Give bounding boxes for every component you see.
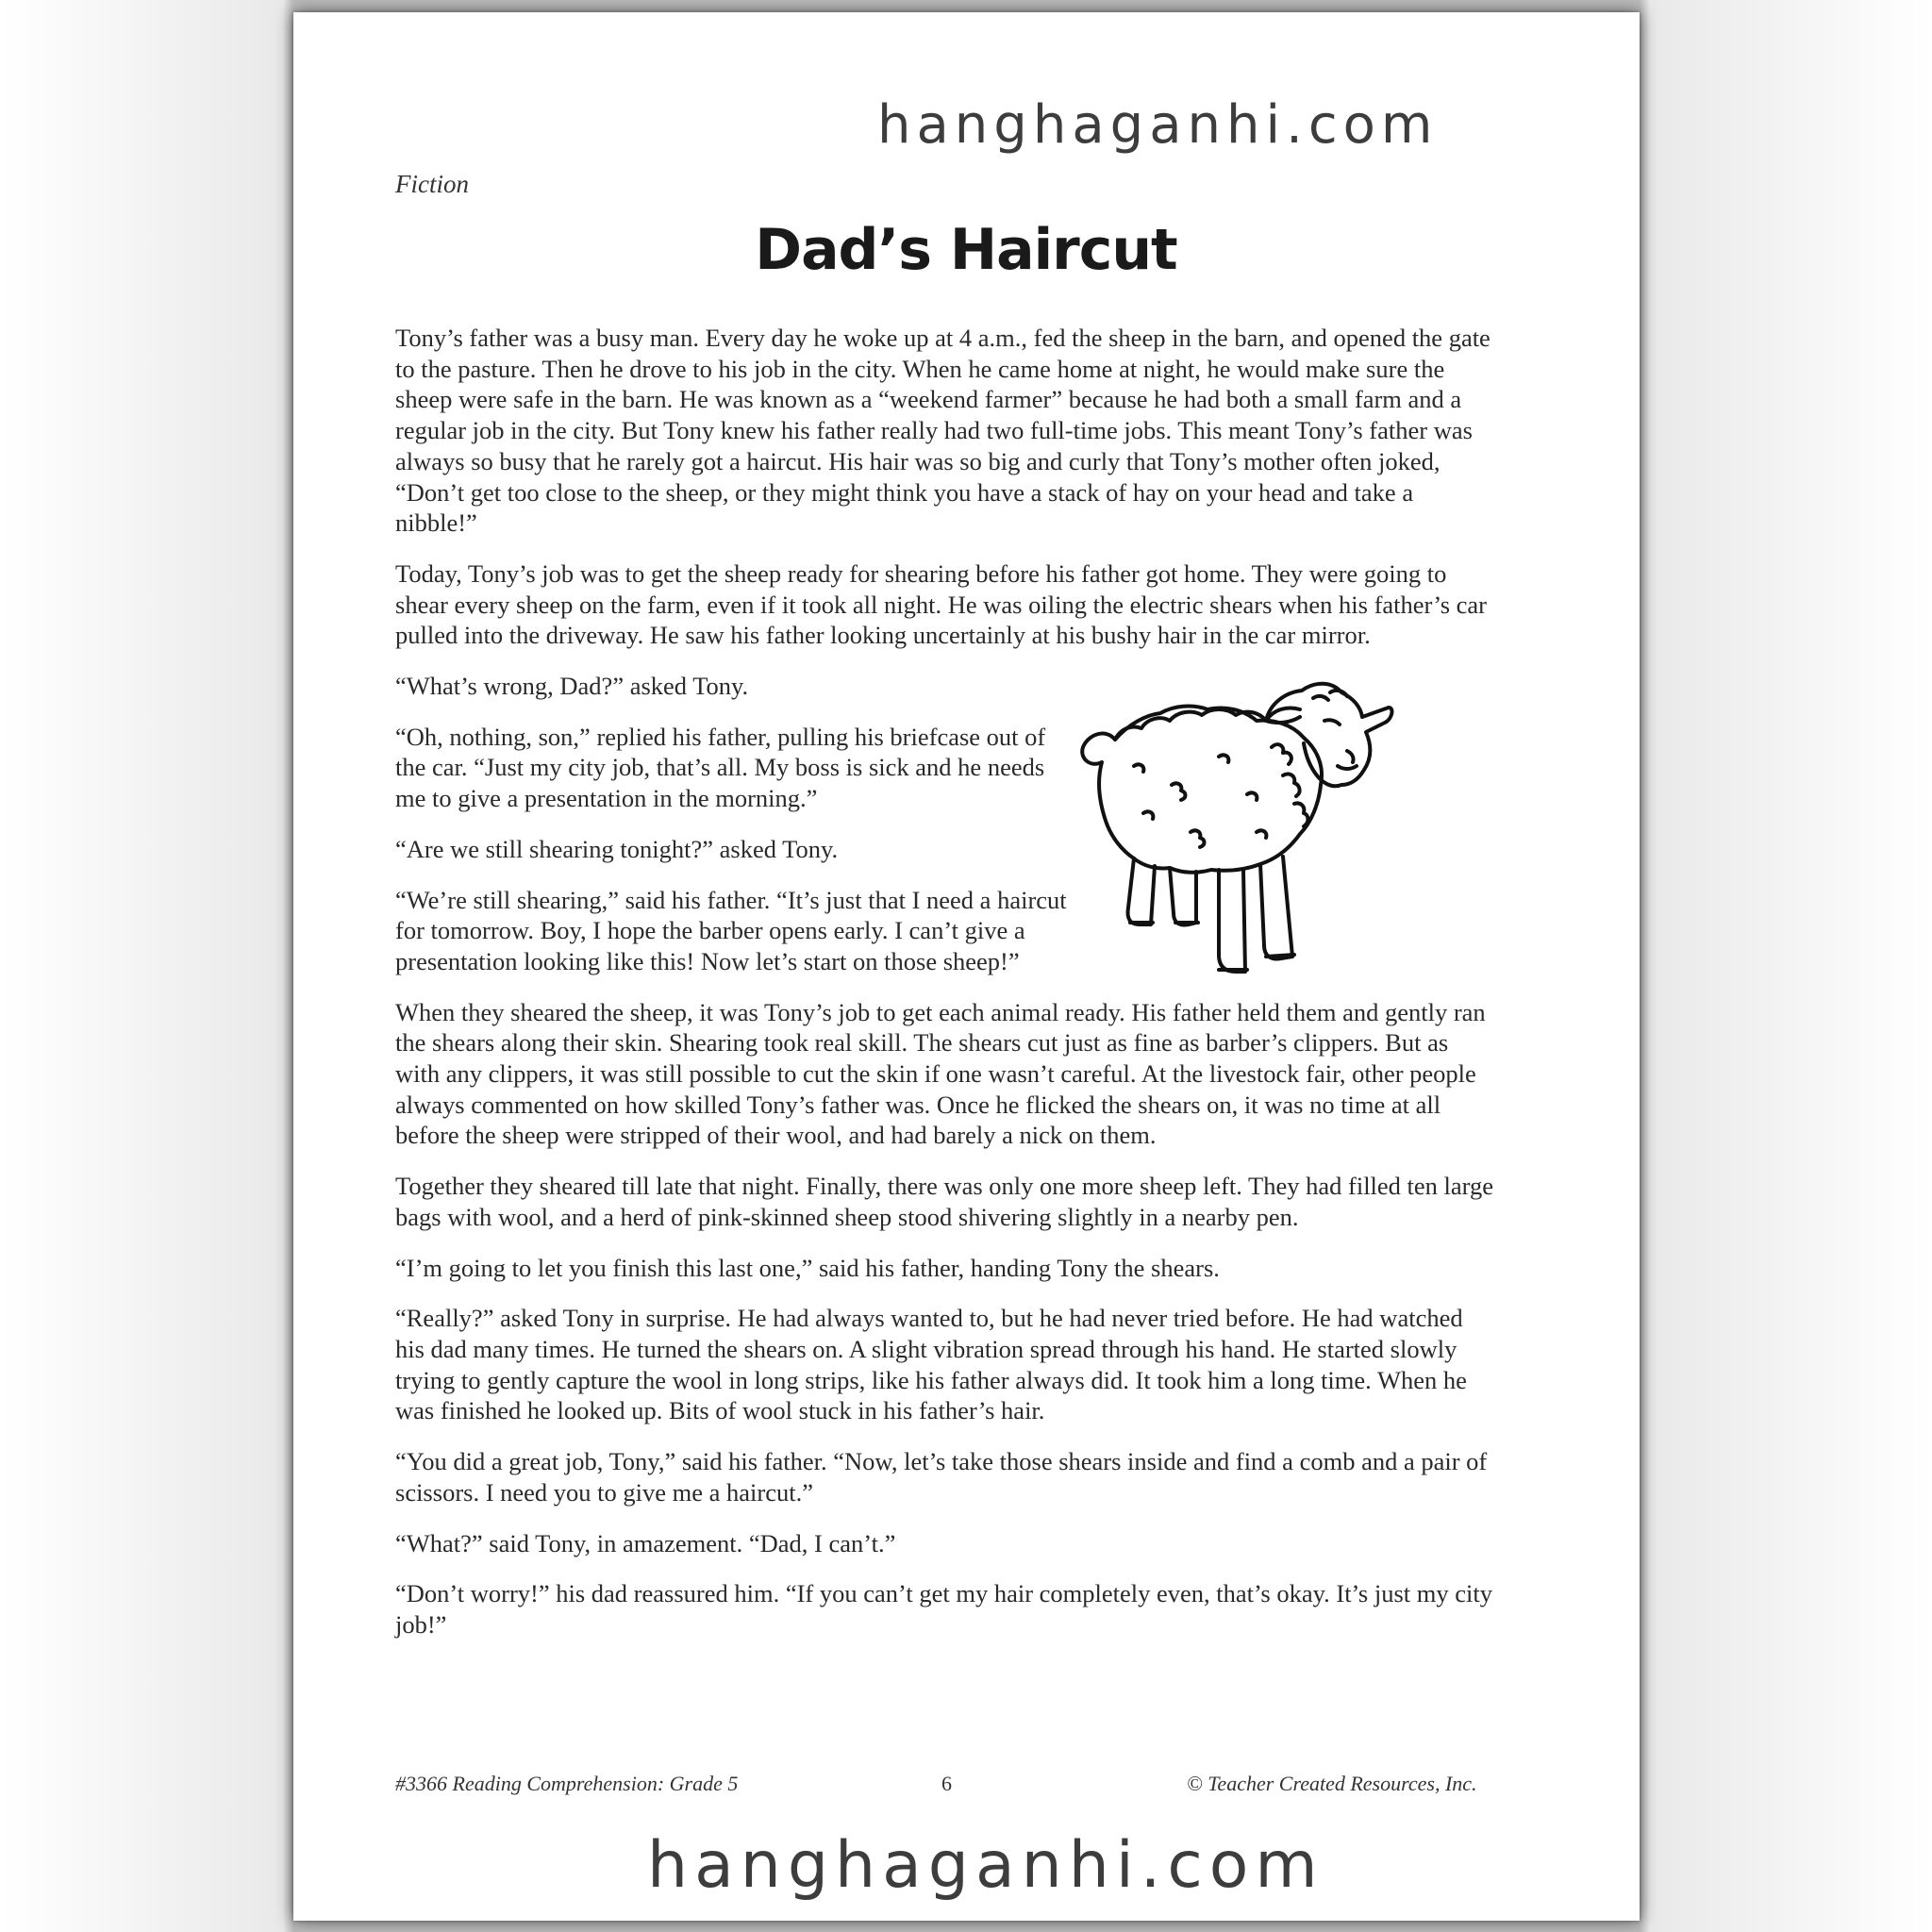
paragraph: Together they sheared till late that night. Finally, there was only one more sheep left. They had filled ten large bags with wool, and a herd of pink-skinned sheep stood shivering slightly in a nearby pen. — [395, 1172, 1494, 1231]
paragraph: “Don’t worry!” his dad reassured him. “If you can’t get my hair completely even, that’s okay. It’s just my city job!” — [395, 1579, 1492, 1639]
paragraph: When they sheared the sheep, it was Tony’s job to get each animal ready. His father held them and gently ran the shears along their skin. Shearing took real skill. The shears cut just as fine as barber’s clippers. But as with any clippers, it was still possible to cut the skin if one wasn’t careful. At the livestock fair, other people always commented on how skilled Tony’s father was. Once he flicked the shears on, it was no time at all before the sheep were stripped of their wool, and had barely a nick on them. — [395, 997, 1486, 1150]
sheep-illustration — [1077, 672, 1445, 1038]
watermark-bottom: hanghaganhi.com — [647, 1828, 1324, 1903]
paragraph: “What’s wrong, Dad?” asked Tony. — [395, 672, 749, 701]
paragraph: “Really?” asked Tony in surprise. He had always wanted to, but he had never tried before. He had watched his dad many times. He turned the shears on. A slight vibration spread through his hand. He started slowly trying to gently capture the wool in long strips, like his father always did. It took him a long time. When he was finished he looked up. Bits of wool stuck in his father’s hair. — [395, 1304, 1467, 1425]
footer-copyright: © Teacher Created Resources, Inc. — [1187, 1772, 1477, 1795]
footer-book-title: #3366 Reading Comprehension: Grade 5 — [395, 1772, 739, 1795]
paragraph: “Oh, nothing, son,” replied his father, pulling his briefcase out of the car. “Just my city job, that’s all. My boss is sick and he needs me to give a presentation in the morning.” — [395, 722, 1046, 813]
story-title — [0, 217, 1932, 283]
paragraph: “You did a great job, Tony,” said his father. “Now, let’s take those shears inside and find a comb and a pair of scissors. I need you to give me a haircut.” — [395, 1447, 1488, 1507]
paragraph: Today, Tony’s job was to get the sheep ready for shearing before his father got home. They were going to shear every sheep on the farm, even if it took all night. He was oiling the electric shears when his father’s car pulled into the driveway. He saw his father looking uncertainly at his bushy hair in the car mirror. — [395, 558, 1488, 650]
paragraph: “We’re still shearing,” said his father. “It’s just that I need a haircut for tomorrow. Boy, I hope the barber opens early. I can’t give a presentation looking like this! Now let’s start on those sheep!” — [395, 885, 1067, 975]
footer-page-number: 6 — [941, 1772, 952, 1795]
story-title-text: Dad’s Haircut — [755, 217, 1177, 283]
paragraph: Tony’s father was a busy man. Every day he woke up at 4 a.m., fed the sheep in the barn, and opened the gate to the pasture. Then he drove to his job in the city. When he came home at night, he would make sure the sheep were safe in the barn. He was known as a “weekend farmer” because he had both a small farm and a regular job in the city. But Tony knew his father really had two full-time jobs. This meant Tony’s father was always so busy that he rarely got a haircut. His hair was so big and curly that Tony’s mother often joked, “Don’t get too close to the sheep, or they might think you have a stack of hay on your head and take a nibble!” — [395, 324, 1491, 538]
paragraph: “I’m going to let you finish this last one,” said his father, handing Tony the shears. — [395, 1253, 1220, 1282]
watermark-top: hanghaganhi.com — [877, 94, 1439, 156]
paragraph: “Are we still shearing tonight?” asked Tony. — [395, 834, 839, 863]
genre-label: Fiction — [395, 170, 469, 198]
paragraph: “What?” said Tony, in amazement. “Dad, I can’t.” — [395, 1528, 896, 1557]
